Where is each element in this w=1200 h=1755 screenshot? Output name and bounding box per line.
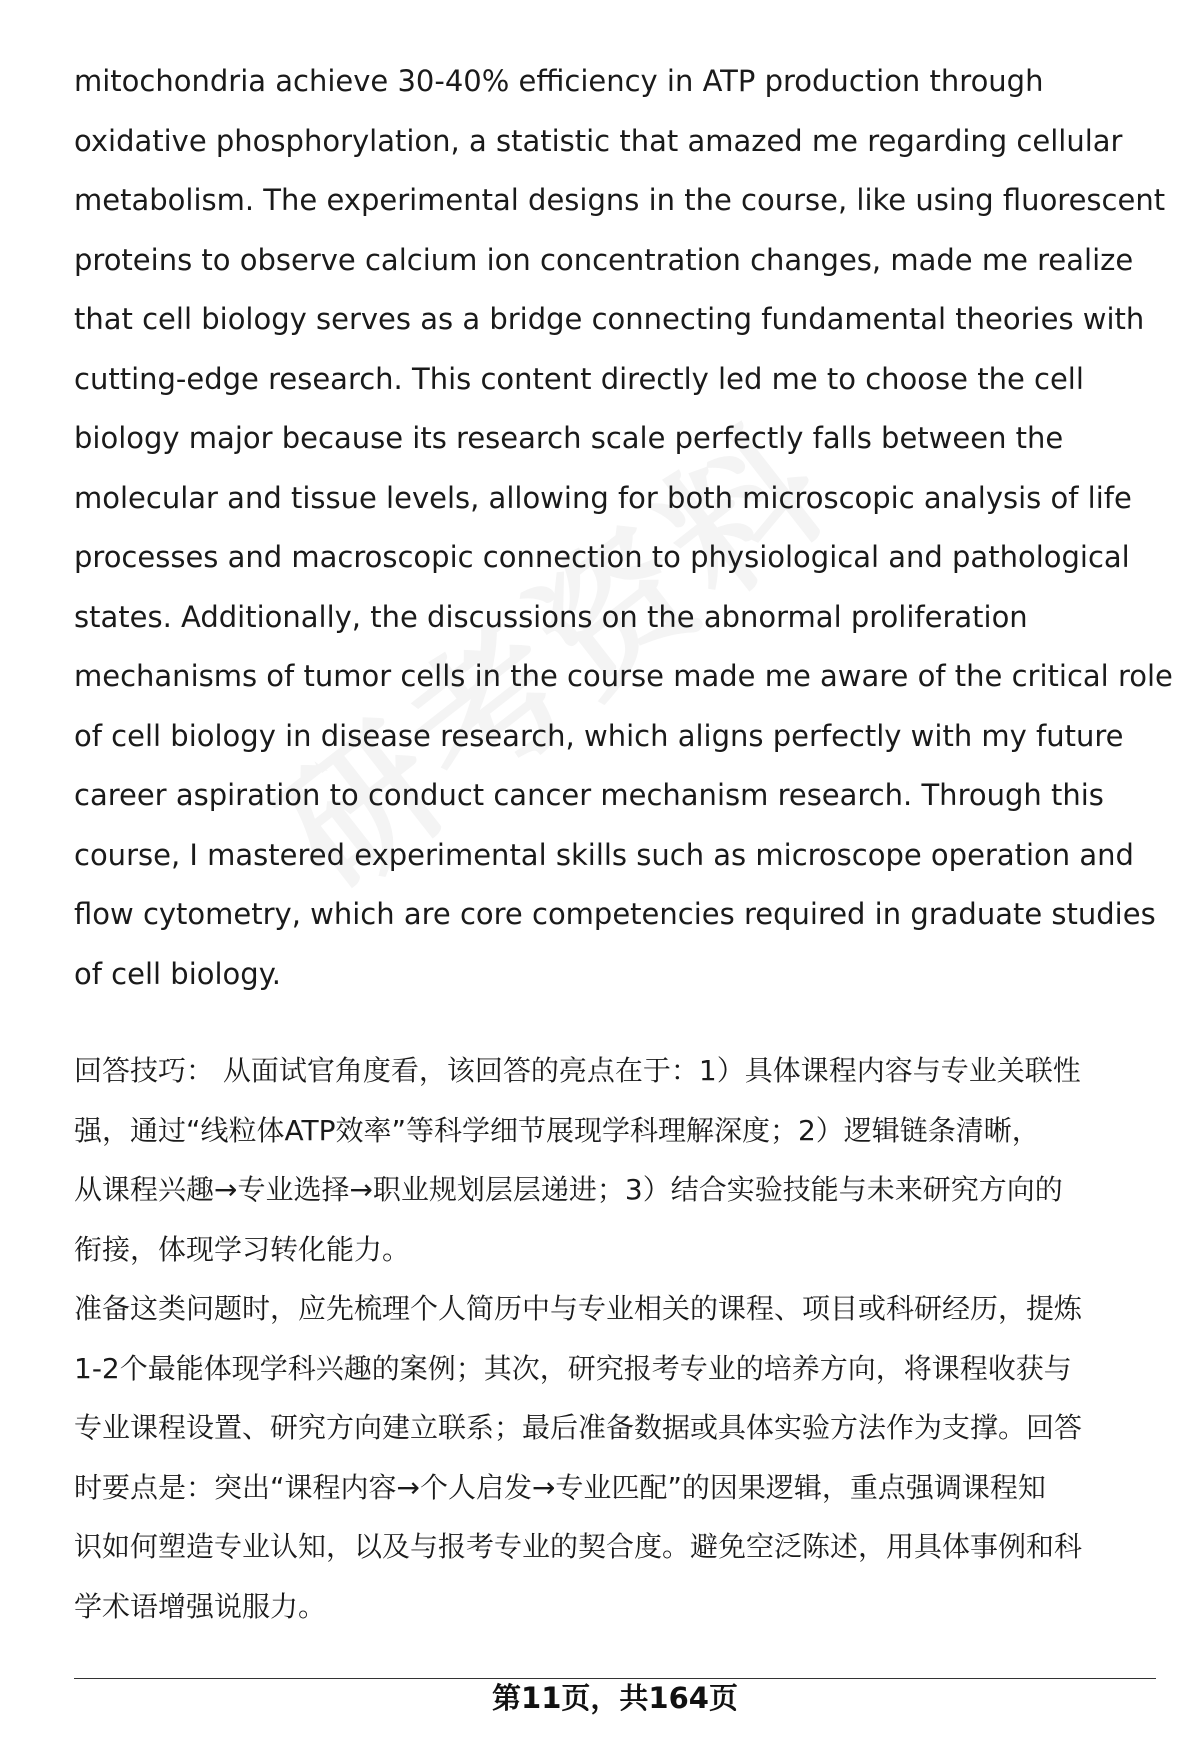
chinese-commentary [74, 1041, 1154, 1636]
paragraph-line: metabolism. The experimental designs in the course, like using fluorescent [74, 183, 1166, 217]
english-paragraph [74, 52, 1173, 1004]
paragraph-line: career aspiration to conduct cancer mechanism research. Through this [74, 778, 1104, 812]
paragraph-line: 强，通过“线粒体ATP效率”等科学细节展现学科理解深度；2）逻辑链条清晰， [74, 1113, 1040, 1147]
paragraph-line: oxidative phosphorylation, a statistic that amazed me regarding cellular [74, 123, 1123, 158]
paragraph-line: mitochondria achieve 30-40% efficiency in ATP production through [74, 64, 1044, 98]
paragraph-line: 准备这类问题时，应先梳理个人简历中与专业相关的课程、项目或科研经历，提炼 [74, 1292, 1083, 1325]
paragraph-line: cutting-edge research. This content directly led me to choose the cell [74, 361, 1084, 396]
paragraph-line: 专业课程设置、研究方向建立联系；最后准备数据或具体实验方法作为支撑。回答 [74, 1411, 1083, 1444]
paragraph-line: 时要点是：突出“课程内容→个人启发→专业匹配”的因果逻辑，重点强调课程知 [74, 1470, 1046, 1504]
answer-tips-paragraph [74, 1041, 1154, 1279]
paragraph-line: of cell biology. [74, 956, 281, 991]
paragraph-line: biology major because its research scale perfectly falls between the [74, 421, 1064, 455]
paragraph-line: that cell biology serves as a bridge connecting fundamental theories with [74, 302, 1145, 336]
paragraph-line: 1-2个最能体现学科兴趣的案例；其次，研究报考专业的培养方向，将课程收获与 [74, 1351, 1072, 1385]
paragraph-line: proteins to observe calcium ion concentration changes, made me realize [74, 242, 1134, 277]
page-number: 第11页，共164页 [492, 1681, 738, 1715]
paragraph-line: molecular and tissue levels, allowing for both microscopic analysis of life [74, 480, 1132, 515]
paragraph-line: of cell biology in disease research, which aligns perfectly with my future [74, 718, 1124, 753]
paragraph-line: 衔接，体现学习转化能力。 [74, 1232, 411, 1266]
paragraph-line: 从课程兴趣→专业选择→职业规划层层递进；3）结合实验技能与未来研究方向的 [74, 1173, 1063, 1206]
paragraph-line: mechanisms of tumor cells in the course made me aware of the critical role [74, 659, 1173, 693]
paragraph-line: course, I mastered experimental skills such as microscope operation and [74, 837, 1134, 872]
page-content [74, 52, 1173, 1636]
paragraph-line: 学术语增强说服力。 [74, 1589, 327, 1623]
paragraph-line: processes and macroscopic connection to physiological and pathological [74, 540, 1130, 574]
paragraph-line: flow cytometry, which are core competencies required in graduate studies [74, 897, 1156, 931]
paragraph-line: 识如何塑造专业认知，以及与报考专业的契合度。避免空泛陈述，用具体事例和科 [74, 1530, 1083, 1563]
preparation-paragraph [74, 1279, 1154, 1636]
paragraph-line: 回答技巧： 从面试官角度看，该回答的亮点在于：1）具体课程内容与专业关联性 [74, 1054, 1081, 1087]
paragraph-line: states. Additionally, the discussions on the abnormal proliferation [74, 599, 1028, 634]
